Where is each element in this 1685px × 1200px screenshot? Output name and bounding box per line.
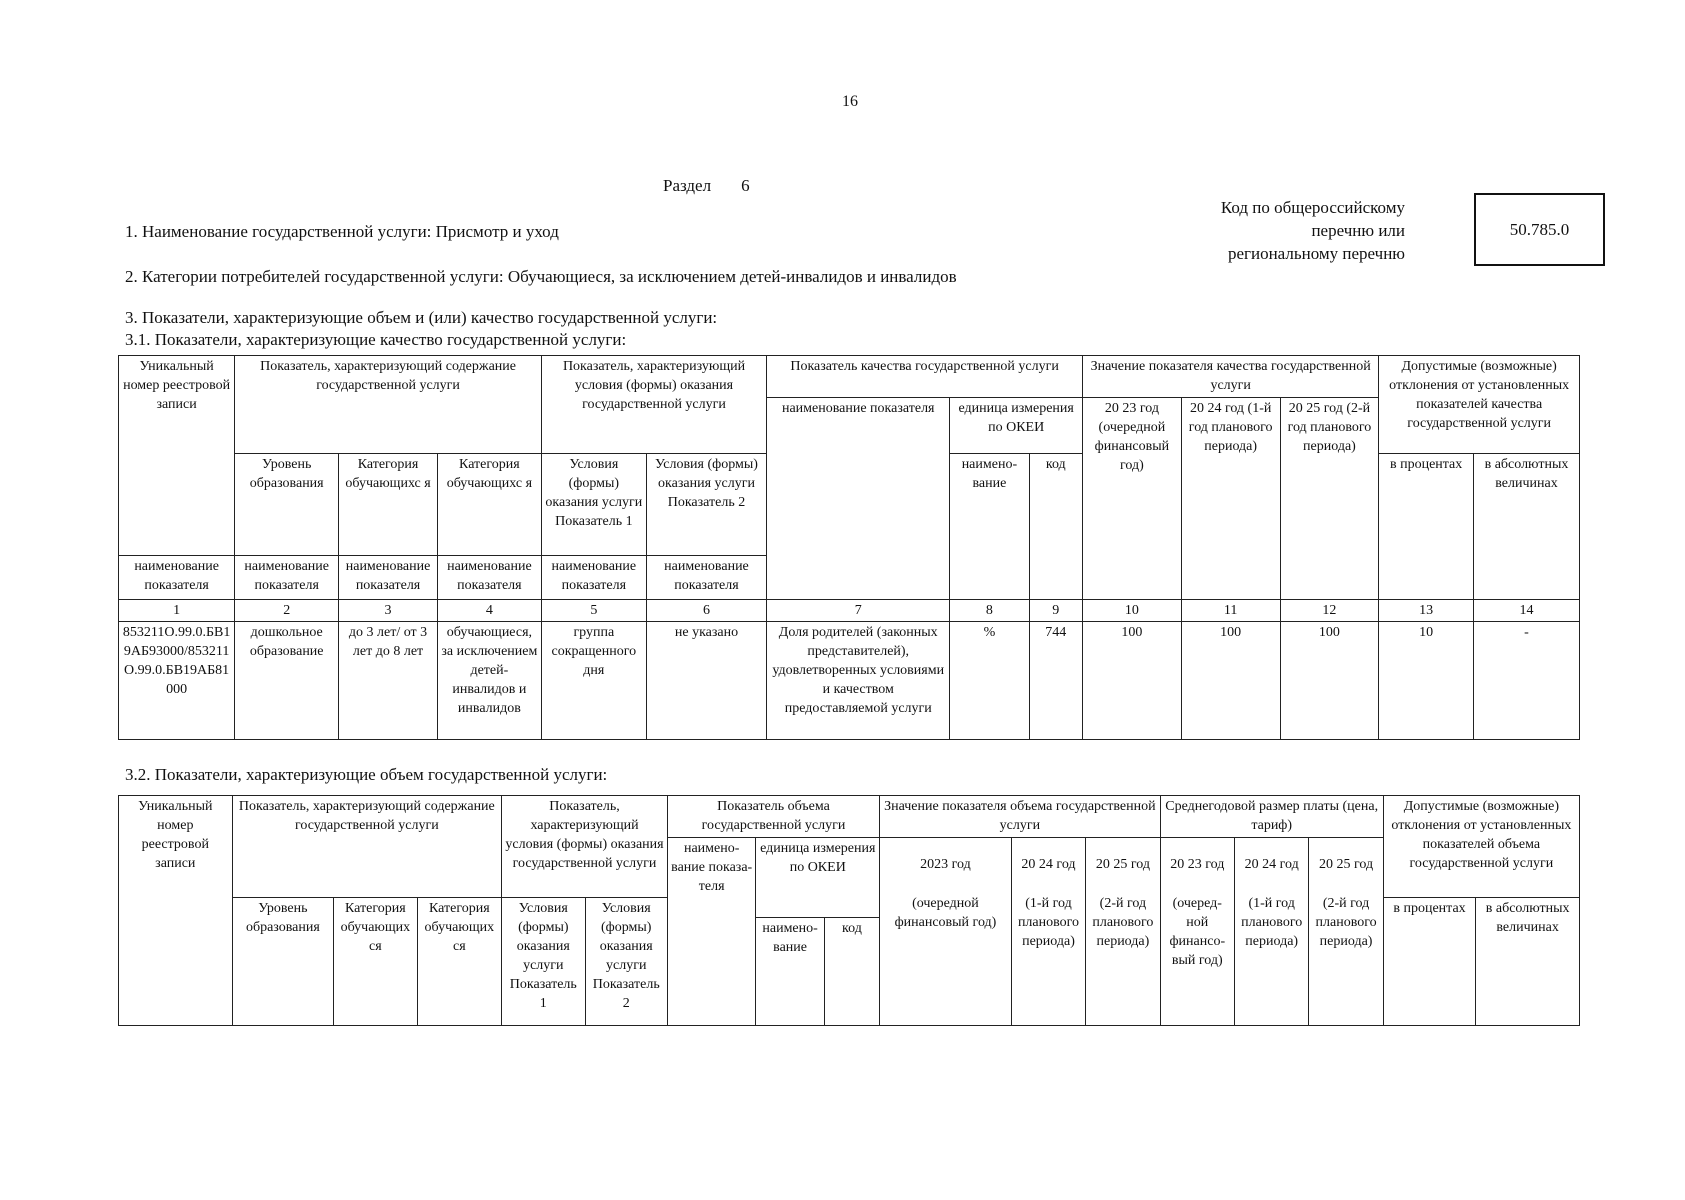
header-deviation: Допустимые (возможные) отклонения от установленных показателей объема государственной услуги: [1383, 796, 1579, 898]
subheader-education-level: Уровень образования: [232, 898, 334, 1026]
condition-1: группа сокращенного дня: [541, 622, 646, 740]
indicator-name-cell: наименование показателя: [339, 556, 438, 600]
header-value-2023: [880, 838, 1012, 1026]
header-unique-number: Уникальный номер реестровой записи: [119, 796, 233, 898]
section-number: 6: [741, 176, 750, 195]
header-value-2025: [1086, 838, 1160, 1026]
subheader-unit-name: наимено-вание: [950, 454, 1029, 600]
fee-year-2023-sub: (очеред-ной финансо-вый год): [1169, 896, 1226, 968]
column-number-row: [119, 600, 1580, 622]
student-category: обучающиеся, за исключением детей-инвалидов и инвалидов: [437, 622, 541, 740]
header-content-indicator: Показатель, характеризующий содержание государственной услуги: [232, 796, 501, 898]
header-conditions-indicator: Показатель, характеризующий условия (формы) оказания государственной услуги: [541, 356, 766, 454]
service-name: 1. Наименование государственной услуги: Присмотр и уход: [125, 222, 559, 241]
year-2025: 20 25 год: [1095, 857, 1150, 872]
col-number: 2: [235, 600, 339, 622]
col-number: 12: [1280, 600, 1379, 622]
subheader-category-1: Категория обучающихс я: [339, 454, 438, 556]
code-label-line-1: Код по общероссийскому: [1220, 198, 1405, 217]
header-year-2025: 20 25 год (2-й год планового периода): [1280, 398, 1379, 600]
fee-year-2023: 20 23 год: [1170, 857, 1225, 872]
header-fee-2024: [1234, 838, 1308, 1026]
subheader-unit-code: код: [824, 918, 879, 1026]
fee-year-2024-sub: (1-й год планового периода): [1241, 896, 1303, 949]
subheader-category-1: Категория обучающих ся: [334, 898, 417, 1026]
header-conditions-indicator: Показатель, характеризующий условия (формы) оказания государственной услуги: [502, 796, 668, 898]
col-number: 5: [541, 600, 646, 622]
page-number: 16: [842, 93, 858, 110]
unique-number-blank: [119, 898, 233, 1026]
condition-2: не указано: [646, 622, 766, 740]
header-unit-okei: единица измерения по ОКЕИ: [950, 398, 1083, 454]
value-2025: 100: [1280, 622, 1379, 740]
year-2023-sub: (очередной финансовый год): [894, 896, 997, 930]
quality-table: [118, 355, 1580, 740]
indicator-name-cell: наименование показателя: [235, 556, 339, 600]
header-unit-okei: единица измерения по ОКЕИ: [756, 838, 880, 918]
header-volume-indicator: Показатель объема государственной услуги: [667, 796, 879, 838]
quality-title: 3.1. Показатели, характеризующие качество государственной услуги:: [125, 330, 627, 349]
header-year-2023: 20 23 год (очередной финансовый год): [1083, 398, 1182, 600]
volume-table: [118, 795, 1580, 1026]
col-number: 4: [437, 600, 541, 622]
header-deviation: Допустимые (возможные) отклонения от установленных показателей качества государственной услуги: [1379, 356, 1580, 454]
subheader-absolute: в абсолютных величинах: [1473, 454, 1579, 600]
header-volume-value: Значение показателя объема государственной услуги: [880, 796, 1161, 838]
indicator-name-cell: наименование показателя: [119, 556, 235, 600]
section-heading: [663, 176, 750, 196]
col-number: 1: [119, 600, 235, 622]
unit-code: 744: [1029, 622, 1083, 740]
header-fee-2023: [1160, 838, 1234, 1026]
consumer-categories: 2. Категории потребителей государственной услуги: Обучающиеся, за исключением детей-инвалидов и инвалидов: [125, 267, 957, 286]
subheader-percent: в процентах: [1383, 898, 1476, 1026]
header-unique-number: Уникальный номер реестровой записи: [119, 356, 235, 556]
unit-name: %: [950, 622, 1029, 740]
indicator-name-cell: наименование показателя: [437, 556, 541, 600]
col-number: 7: [767, 600, 950, 622]
header-average-fee: Среднегодовой размер платы (цена, тариф): [1160, 796, 1383, 838]
deviation-percent: 10: [1379, 622, 1474, 740]
col-number: 11: [1181, 600, 1280, 622]
year-2025-sub: (2-й год планового периода): [1092, 896, 1154, 949]
header-indicator-name: наименование показателя: [767, 398, 950, 600]
code-label-line-2: перечню или: [1311, 221, 1405, 240]
col-number: 3: [339, 600, 438, 622]
subheader-education-level: Уровень образования: [235, 454, 339, 556]
header-indicator-name: наимено-вание показа-теля: [667, 838, 755, 1026]
year-2024-sub: (1-й год планового периода): [1017, 896, 1080, 949]
value-2024: 100: [1181, 622, 1280, 740]
indicator-name-cell: наименование показателя: [541, 556, 646, 600]
subheader-category-2: Категория обучающихс я: [437, 454, 541, 556]
subheader-condition-2: Условия (формы) оказания услуги Показатель 2: [646, 454, 766, 556]
header-quality-indicator: Показатель качества государственной услуги: [767, 356, 1083, 398]
fee-year-2025-sub: (2-й год планового периода): [1315, 896, 1377, 949]
subheader-percent: в процентах: [1379, 454, 1474, 600]
col-number: 6: [646, 600, 766, 622]
registry-code-box: 50.785.0: [1474, 193, 1605, 266]
subheader-condition-1: Условия (формы) оказания услуги Показатель 1: [541, 454, 646, 556]
subheader-category-2: Категория обучающих ся: [417, 898, 501, 1026]
education-level: дошкольное образование: [235, 622, 339, 740]
code-label-line-3: региональному перечню: [1227, 244, 1405, 263]
value-2023: 100: [1083, 622, 1182, 740]
subheader-condition-2: Условия (формы) оказания услуги Показатель 2: [585, 898, 667, 1026]
col-number: 13: [1379, 600, 1474, 622]
fee-year-2025: 20 25 год: [1319, 857, 1374, 872]
fee-year-2024: 20 24 год: [1244, 857, 1299, 872]
subheader-condition-1: Условия (формы) оказания услуги Показатель 1: [502, 898, 585, 1026]
col-number: 9: [1029, 600, 1083, 622]
indicators-title: 3. Показатели, характеризующие объем и (или) качество государственной услуги:: [125, 308, 718, 327]
header-content-indicator: Показатель, характеризующий содержание государственной услуги: [235, 356, 542, 454]
deviation-absolute: -: [1473, 622, 1579, 740]
year-2023: 2023 год: [920, 857, 971, 872]
header-value-2024: [1011, 838, 1085, 1026]
indicator-name-cell: наименование показателя: [646, 556, 766, 600]
col-number: 14: [1473, 600, 1579, 622]
subheader-unit-code: код: [1029, 454, 1083, 600]
quality-indicator-name: Доля родителей (законных представителей), удовлетворенных условиями и качеством предоставляемой услуги: [767, 622, 950, 740]
registry-number: 853211О.99.0.БВ19АБ93000/853211О.99.0.БВ19АБ81000: [119, 622, 235, 740]
header-quality-value: Значение показателя качества государственной услуги: [1083, 356, 1379, 398]
header-year-2024: 20 24 год (1-й год планового периода): [1181, 398, 1280, 600]
section-label: Раздел: [663, 176, 712, 195]
subheader-absolute: в абсолютных величинах: [1476, 898, 1580, 1026]
header-fee-2025: [1309, 838, 1383, 1026]
code-label: [1221, 196, 1405, 265]
col-number: 10: [1083, 600, 1182, 622]
student-age: до 3 лет/ от 3 лет до 8 лет: [339, 622, 438, 740]
volume-title: 3.2. Показатели, характеризующие объем государственной услуги:: [125, 765, 608, 784]
subheader-unit-name: наимено-вание: [756, 918, 824, 1026]
table-row: [119, 622, 1580, 740]
year-2024: 20 24 год: [1021, 857, 1076, 872]
col-number: 8: [950, 600, 1029, 622]
